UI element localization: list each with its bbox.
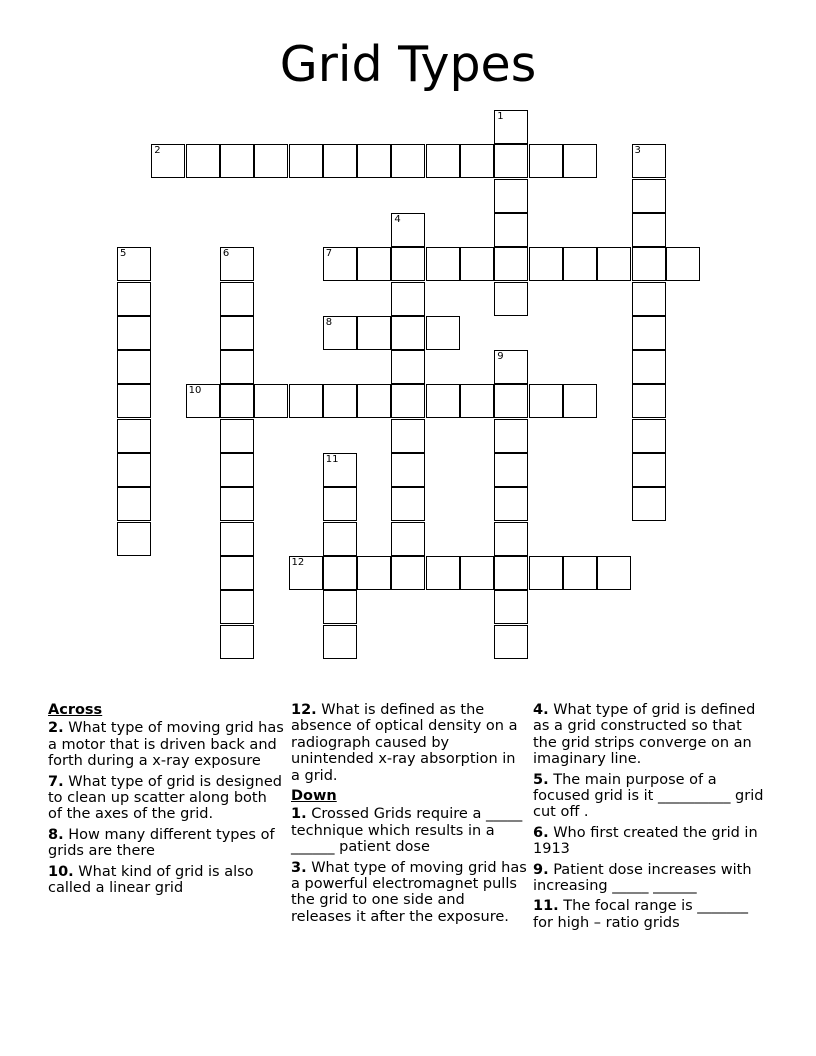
grid-cell[interactable] [254,144,288,178]
grid-cell[interactable] [632,144,666,178]
grid-cell[interactable] [323,556,357,590]
grid-cell[interactable] [117,350,151,384]
grid-cell[interactable] [494,350,528,384]
grid-cell[interactable] [357,384,391,418]
clues-column-1 [48,702,284,900]
grid-cell[interactable] [391,487,425,521]
grid-cell[interactable] [632,213,666,247]
grid-cell[interactable] [289,384,323,418]
grid-cell[interactable] [391,419,425,453]
grid-cell[interactable] [426,316,460,350]
grid-cell[interactable] [563,247,597,281]
grid-cell[interactable] [323,144,357,178]
grid-cell[interactable] [494,625,528,659]
grid-cell[interactable] [632,453,666,487]
grid-cell[interactable] [220,556,254,590]
grid-cell[interactable] [597,556,631,590]
grid-cell[interactable] [323,247,357,281]
grid-cell[interactable] [494,419,528,453]
grid-cell[interactable] [220,487,254,521]
grid-cell[interactable] [460,556,494,590]
down-clue-9: 9. Patient dose increases with increasing _____ ______ [533,861,752,895]
grid-cell[interactable] [117,384,151,418]
grid-cell[interactable] [391,247,425,281]
grid-cell[interactable] [391,453,425,487]
across-clue-2: 2. What type of moving grid has a motor that is driven back and forth during a x-ray exposure [48,720,284,770]
grid-cell[interactable] [494,213,528,247]
grid-cell[interactable] [632,247,666,281]
grid-cell[interactable] [460,247,494,281]
grid-cell[interactable] [494,556,528,590]
grid-cell[interactable] [529,144,563,178]
grid-cell[interactable] [391,384,425,418]
grid-cell[interactable] [426,556,460,590]
clue-number: 10 [188,385,202,397]
across-clue-10: 10. What kind of grid is also called a linear grid [48,863,254,897]
grid-cell[interactable] [494,522,528,556]
down-clue-3: 3. What type of moving grid has a powerful electromagnet pulls the grid to one side and releases it after the exposure. [291,859,527,925]
grid-cell[interactable] [220,282,254,316]
grid-cell[interactable] [323,453,357,487]
grid-cell[interactable] [632,350,666,384]
grid-cell[interactable] [563,556,597,590]
grid-cell[interactable] [357,316,391,350]
across-clue-12: 12. What is defined as the absence of optical density on a radiograph caused by unintended x-ray absorption in a grid. [291,702,518,784]
clue-number: 5 [120,248,127,260]
across-clue-8: 8. How many different types of grids are there [48,826,275,860]
grid-cell[interactable] [220,350,254,384]
grid-cell[interactable] [460,144,494,178]
grid-cell[interactable] [494,144,528,178]
across-clue-7: 7. What type of grid is designed to clean up scatter along both of the axes of the grid. [48,773,282,823]
grid-cell[interactable] [391,282,425,316]
grid-cell[interactable] [391,522,425,556]
grid-cell[interactable] [117,522,151,556]
clue-number: 4 [394,213,401,225]
page-title: Grid Types [279,36,537,93]
down-clue-4: 4. What type of grid is defined as a grid constructed so that the grid strips converge on an imaginary line. [533,702,756,768]
grid-cell[interactable] [529,556,563,590]
grid-cell[interactable] [494,384,528,418]
down-clue-1: 1. Crossed Grids require a _____ technique which results in a ______ patient dose [291,806,523,856]
grid-cell[interactable] [494,453,528,487]
grid-cell[interactable] [357,247,391,281]
grid-cell[interactable] [666,247,700,281]
across-heading: Across [48,702,103,718]
grid-cell[interactable] [357,144,391,178]
clue-number: 2 [154,145,161,157]
grid-cell[interactable] [632,384,666,418]
grid-cell[interactable] [220,419,254,453]
grid-cell[interactable] [220,316,254,350]
grid-cell[interactable] [117,453,151,487]
grid-cell[interactable] [220,453,254,487]
grid-cell[interactable] [323,625,357,659]
grid-cell[interactable] [529,384,563,418]
grid-cell[interactable] [117,487,151,521]
grid-cell[interactable] [632,179,666,213]
clue-number: 1 [497,111,504,122]
down-clue-6: 6. Who first created the grid in 1913 [533,824,758,858]
grid-cell[interactable] [220,625,254,659]
down-clue-5: 5. The main purpose of a focused grid is it __________ grid cut off . [533,771,764,821]
clue-number: 6 [222,248,230,260]
grid-cell[interactable] [220,384,254,418]
grid-cell[interactable] [494,110,528,144]
grid-cell[interactable] [220,590,254,624]
down-heading: Down [291,788,337,805]
grid-cell[interactable] [391,350,425,384]
clue-number: 11 [325,454,339,465]
grid-cell[interactable] [289,144,323,178]
grid-cell[interactable] [494,247,528,281]
grid-cell[interactable] [391,316,425,350]
grid-cell[interactable] [563,384,597,418]
grid-cell[interactable] [391,556,425,590]
grid-cell[interactable] [391,213,425,247]
clue-number: 7 [325,248,333,260]
grid-cell[interactable] [391,144,425,178]
grid-cell[interactable] [186,144,220,178]
grid-cell[interactable] [426,144,460,178]
clues-column-3 [533,702,769,935]
grid-cell[interactable] [117,247,151,281]
clue-number: 3 [634,145,641,157]
grid-cell[interactable] [289,556,323,590]
grid-cell[interactable] [220,522,254,556]
grid-cell[interactable] [426,384,460,418]
grid-cell[interactable] [494,179,528,213]
grid-cell[interactable] [220,144,254,178]
grid-cell[interactable] [494,590,528,624]
grid-cell[interactable] [323,522,357,556]
down-clue-11: 11. The focal range is _______ for high – ratio grids [533,898,749,931]
grid-cell[interactable] [117,419,151,453]
grid-cell[interactable] [254,384,288,418]
clue-number: 8 [325,316,333,328]
grid-cell[interactable] [117,316,151,350]
clue-number: 12 [291,556,305,568]
grid-cell[interactable] [529,247,563,281]
grid-cell[interactable] [426,247,460,281]
grid-cell[interactable] [323,590,357,624]
grid-cell[interactable] [357,556,391,590]
grid-cell[interactable] [323,316,357,350]
grid-cell[interactable] [597,247,631,281]
grid-cell[interactable] [117,282,151,316]
grid-cell[interactable] [186,384,220,418]
grid-cell[interactable] [632,282,666,316]
grid-cell[interactable] [220,247,254,281]
grid-cell[interactable] [632,487,666,521]
grid-cell[interactable] [460,384,494,418]
clues-column-2 [291,702,527,929]
grid-cell[interactable] [563,144,597,178]
grid-cell[interactable] [494,282,528,316]
grid-cell[interactable] [151,144,185,178]
grid-cell[interactable] [323,384,357,418]
clue-number: 9 [497,351,504,363]
grid-cell[interactable] [632,419,666,453]
grid-cell[interactable] [323,487,357,521]
grid-cell[interactable] [632,316,666,350]
grid-cell[interactable] [494,487,528,521]
